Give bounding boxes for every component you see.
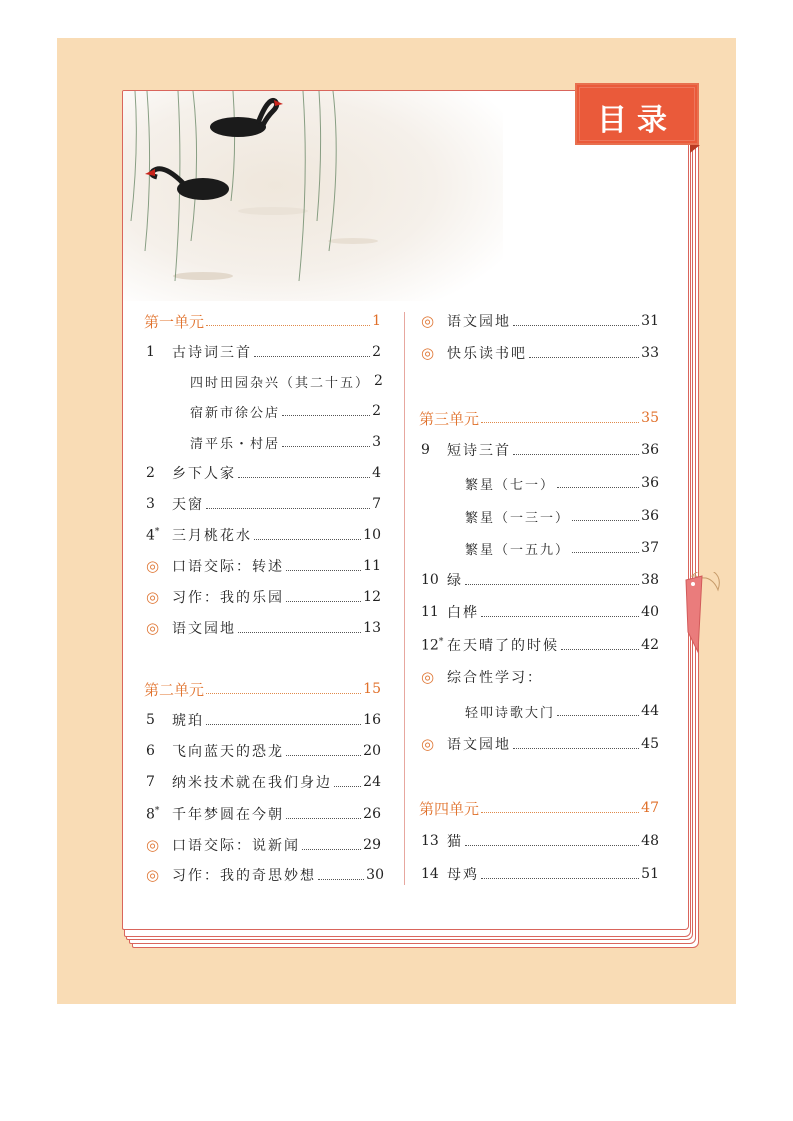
- toc-lesson-3[interactable]: [146, 493, 381, 515]
- leader-dots: [465, 583, 639, 585]
- lesson-title: 母鸡: [447, 867, 479, 883]
- leader-dots: [334, 785, 361, 787]
- extra-title: 综合性学习：: [447, 670, 543, 686]
- page-number: 13: [363, 620, 381, 636]
- toc-oral-communication[interactable]: [146, 555, 381, 577]
- lesson-number: 13: [421, 833, 439, 849]
- leader-dots: [513, 453, 639, 455]
- extra-title: 快乐读书吧: [447, 346, 527, 362]
- toc-lesson-1[interactable]: [146, 341, 381, 363]
- leader-dots: [465, 844, 639, 846]
- leader-dots: [318, 878, 364, 880]
- optional-star: *: [154, 805, 160, 816]
- toc-language-garden-2[interactable]: [421, 310, 659, 332]
- page-number: 36: [641, 442, 659, 458]
- leader-dots: [254, 538, 361, 540]
- page-number: 20: [363, 743, 381, 759]
- leader-dots: [561, 648, 639, 650]
- bullseye-icon: ◎: [421, 312, 435, 330]
- toc-language-garden[interactable]: [146, 617, 381, 639]
- sub-title: 繁星（一三一）: [465, 510, 571, 526]
- optional-star: *: [154, 526, 160, 537]
- sub-title: 四时田园杂兴（其二十五）: [190, 375, 371, 391]
- toc-unit-4[interactable]: [419, 797, 659, 819]
- page-number: 42: [641, 637, 659, 653]
- leader-dots: [481, 615, 639, 617]
- lesson-title: 绿: [447, 573, 463, 589]
- toc-oral-communication-2[interactable]: [146, 834, 381, 856]
- page-number: 24: [363, 774, 381, 790]
- page-title: 目录: [597, 103, 677, 138]
- toc-lesson-7[interactable]: [146, 771, 381, 793]
- page-number: 36: [641, 508, 659, 524]
- page-number: 31: [641, 313, 659, 329]
- toc-lesson-14[interactable]: [421, 863, 659, 885]
- leader-dots: [238, 631, 361, 633]
- toc-sub-6[interactable]: [465, 537, 659, 559]
- toc-sub-1[interactable]: [190, 370, 381, 392]
- page-number: 3: [372, 434, 381, 450]
- lesson-title: 天窗: [172, 497, 204, 513]
- page-number: 38: [641, 572, 659, 588]
- bookmark-tag: [684, 572, 724, 662]
- leader-dots: [481, 421, 639, 423]
- leader-dots: [254, 355, 370, 357]
- leader-dots: [238, 476, 370, 478]
- page-number: 37: [641, 540, 659, 556]
- leader-dots: [206, 507, 370, 509]
- page-number: 30: [366, 867, 384, 883]
- leader-dots: [572, 551, 639, 553]
- sub-title: 轻叩诗歌大门: [465, 705, 556, 721]
- toc-sub-5[interactable]: [465, 505, 659, 527]
- extra-title: 语文园地: [447, 314, 511, 330]
- unit-title: 第三单元: [419, 409, 480, 428]
- toc-reading-bar[interactable]: [421, 342, 659, 364]
- leader-dots: [206, 723, 361, 725]
- bullseye-icon: ◎: [146, 557, 160, 575]
- toc-writing-2[interactable]: [146, 864, 384, 886]
- extra-title: 语文园地: [447, 737, 511, 753]
- toc-lesson-6[interactable]: [146, 740, 381, 762]
- leader-dots: [206, 692, 361, 694]
- lesson-number: 2: [146, 465, 155, 481]
- extra-title: 语文园地: [172, 621, 236, 637]
- lesson-title: 纳米技术就在我们身边: [172, 775, 332, 791]
- lesson-number: 6: [146, 743, 155, 759]
- toc-sub-2[interactable]: [190, 400, 381, 422]
- page-number: 15: [363, 681, 381, 697]
- lesson-number: 10: [421, 572, 439, 588]
- lesson-number: 14: [421, 866, 439, 882]
- leader-dots: [286, 817, 361, 819]
- toc-lesson-4[interactable]: [146, 524, 381, 546]
- leader-dots: [481, 811, 639, 813]
- leader-dots: [286, 600, 361, 602]
- page-number: 11: [363, 558, 381, 574]
- page-number: 1: [372, 313, 381, 329]
- lesson-title: 在天晴了的时候: [447, 638, 559, 654]
- toc-sub-4[interactable]: [465, 472, 659, 494]
- tab-fold: [690, 145, 700, 153]
- page-number: 7: [372, 496, 381, 512]
- leader-dots: [282, 414, 370, 416]
- lesson-number: 9: [421, 442, 430, 458]
- page-number: 36: [641, 475, 659, 491]
- toc-lesson-9[interactable]: [421, 439, 659, 461]
- lesson-title: 琥珀: [172, 713, 204, 729]
- toc-lesson-13[interactable]: [421, 830, 659, 852]
- lesson-number: 3: [146, 496, 155, 512]
- extra-title: 习作：我的乐园: [172, 590, 284, 606]
- toc-language-garden-3[interactable]: [421, 733, 659, 755]
- toc-sub-3[interactable]: [190, 431, 381, 453]
- lesson-title: 三月桃花水: [172, 528, 252, 544]
- lesson-title: 古诗词三首: [172, 345, 252, 361]
- toc-title-tab: [575, 83, 699, 145]
- extra-title: 口语交际：说新闻: [172, 838, 300, 854]
- page-number: 10: [363, 527, 381, 543]
- toc-lesson-8[interactable]: [146, 803, 381, 825]
- bullseye-icon: ◎: [421, 344, 435, 362]
- unit-title: 第二单元: [144, 680, 205, 699]
- toc-lesson-2[interactable]: [146, 462, 381, 484]
- lesson-title: 千年梦圆在今朝: [172, 807, 284, 823]
- sub-title: 宿新市徐公店: [190, 405, 281, 421]
- column-divider: [404, 312, 405, 885]
- swan-painting: [123, 91, 503, 301]
- page-number: 16: [363, 712, 381, 728]
- lesson-number: 7: [146, 774, 155, 790]
- sub-title: 清平乐・村居: [190, 436, 281, 452]
- toc-unit-3[interactable]: [419, 407, 659, 429]
- extra-title: 口语交际：转述: [172, 559, 284, 575]
- toc-sub-7[interactable]: [465, 700, 659, 722]
- lesson-title: 白桦: [447, 605, 479, 621]
- page-number: 35: [641, 410, 659, 426]
- toc-lesson-12[interactable]: [421, 634, 659, 656]
- leader-dots: [302, 848, 361, 850]
- leader-dots: [286, 754, 361, 756]
- toc-lesson-10[interactable]: [421, 569, 659, 591]
- bullseye-icon: ◎: [421, 735, 435, 753]
- page-number: 29: [363, 837, 381, 853]
- page-number: 44: [641, 703, 659, 719]
- toc-writing[interactable]: [146, 586, 381, 608]
- lesson-number: 8*: [146, 805, 160, 823]
- page-number: 26: [363, 806, 381, 822]
- bullseye-icon: ◎: [146, 619, 160, 637]
- bullseye-icon: ◎: [146, 588, 160, 606]
- leader-dots: [572, 519, 639, 521]
- page-number: 40: [641, 604, 659, 620]
- lesson-title: 猫: [447, 834, 463, 850]
- leader-dots: [557, 714, 639, 716]
- page-number: 33: [641, 345, 659, 361]
- leader-dots: [513, 324, 639, 326]
- leader-dots: [286, 569, 361, 571]
- toc-lesson-11[interactable]: [421, 601, 659, 623]
- bullseye-icon: ◎: [421, 668, 435, 686]
- extra-title: 习作：我的奇思妙想: [172, 868, 316, 884]
- lesson-number: 12*: [421, 636, 444, 654]
- leader-dots: [206, 324, 370, 326]
- lesson-title: 短诗三首: [447, 443, 511, 459]
- lesson-title: 飞向蓝天的恐龙: [172, 744, 284, 760]
- sub-title: 繁星（一五九）: [465, 542, 571, 558]
- lesson-number: 11: [421, 604, 439, 620]
- page-number: 45: [641, 736, 659, 752]
- toc-lesson-5[interactable]: [146, 709, 381, 731]
- page-number: 48: [641, 833, 659, 849]
- page-number: 51: [641, 866, 659, 882]
- lesson-number: 5: [146, 712, 155, 728]
- leader-dots: [529, 356, 639, 358]
- leader-dots: [557, 486, 639, 488]
- page-number: 47: [641, 800, 659, 816]
- sub-title: 繁星（七一）: [465, 477, 556, 493]
- leader-dots: [513, 747, 639, 749]
- unit-title: 第一单元: [144, 312, 205, 331]
- leader-dots: [481, 877, 639, 879]
- page-number: 2: [374, 373, 383, 389]
- page-number: 12: [363, 589, 381, 605]
- page-number: 4: [372, 465, 381, 481]
- lesson-title: 乡下人家: [172, 466, 236, 482]
- toc-unit-2[interactable]: [144, 678, 381, 700]
- toc-integrated-learning[interactable]: [421, 666, 659, 688]
- page-number: 2: [372, 403, 381, 419]
- bullseye-icon: ◎: [146, 866, 160, 884]
- bullseye-icon: ◎: [146, 836, 160, 854]
- unit-title: 第四单元: [419, 799, 480, 818]
- lesson-number: 1: [146, 344, 155, 360]
- optional-star: *: [438, 636, 444, 647]
- leader-dots: [282, 445, 370, 447]
- page-number: 2: [372, 344, 381, 360]
- toc-unit-1[interactable]: [144, 310, 381, 332]
- lesson-number: 4*: [146, 526, 160, 544]
